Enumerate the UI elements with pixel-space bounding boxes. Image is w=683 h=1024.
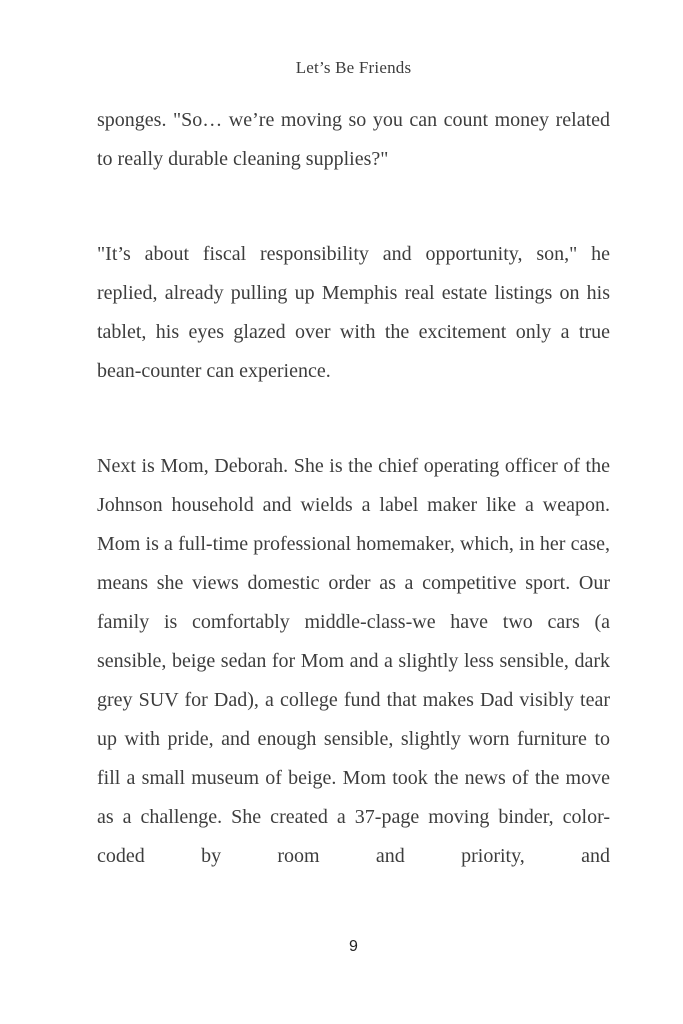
page-number: 9	[349, 938, 358, 955]
page-body	[97, 101, 610, 876]
paragraph-3: Next is Mom, Deborah. She is the chief operating officer of the Johnson household and wields a label maker like a weapon. Mom is a full-time professional homemaker, which, in her case, means she views domestic order as a competitive sport. Our family is comfortably middle-class-we have two cars (a sensible, beige sedan for Mom and a slightly less sensible, dark grey SUV for Dad), a college fund that makes Dad visibly tear up with pride, and enough sensible, slightly worn furniture to fill a small museum of beige. Mom took the news of the move as a challenge. She created a 37-page moving binder, color-coded by room and priority, and	[97, 455, 610, 867]
paragraph-2: "It’s about fiscal responsibility and opportunity, son," he replied, already pulling up Memphis real estate listings on his tablet, his eyes glazed over with the excitement only a true bean-counter can experience.	[97, 243, 610, 382]
paragraph-1: sponges. "So… we’re moving so you can count money related to really durable cleaning supplies?"	[97, 109, 610, 170]
running-header: Let’s Be Friends	[295, 58, 412, 77]
